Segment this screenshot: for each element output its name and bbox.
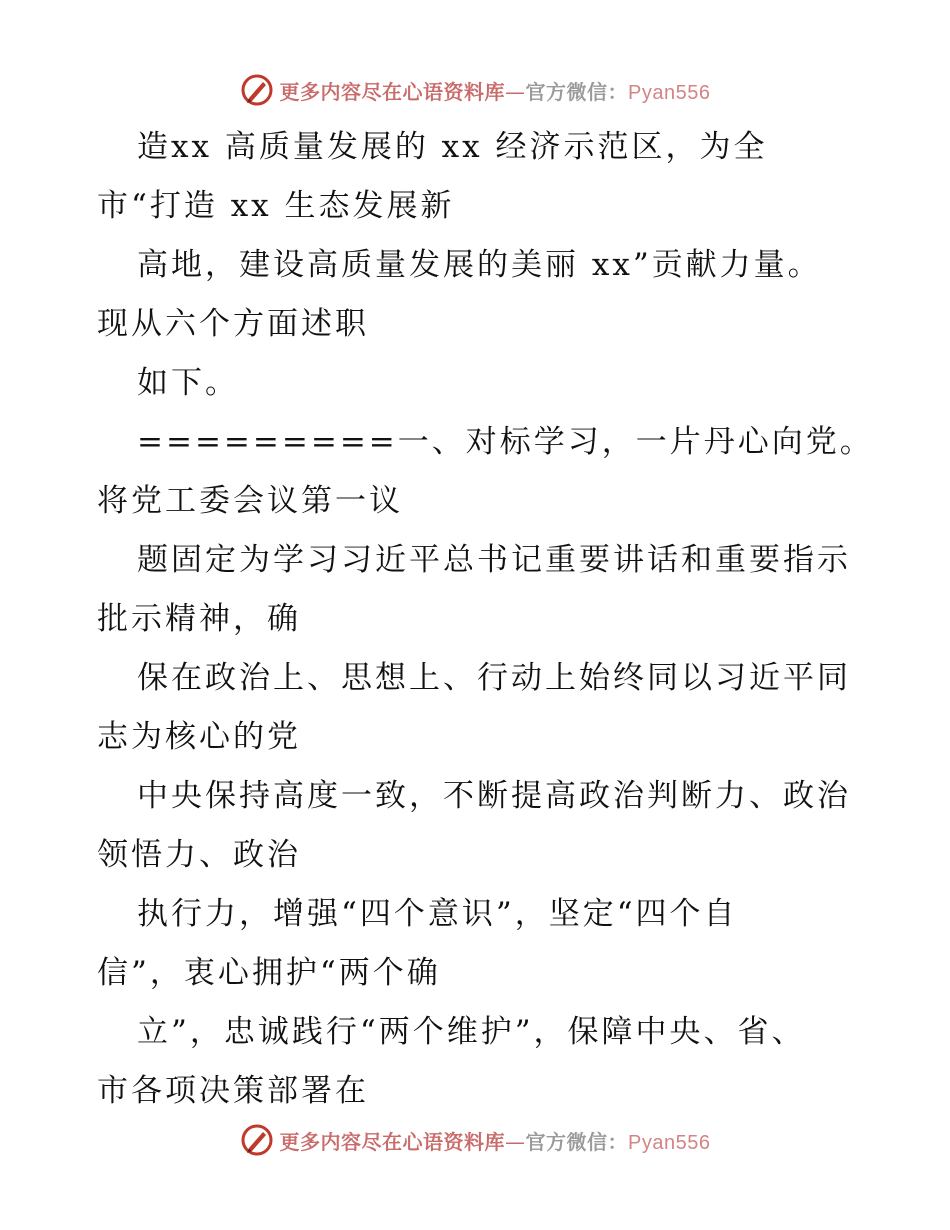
- text-line: 市“打造 xx 生态发展新: [97, 188, 455, 224]
- pen-logo-icon: [240, 73, 274, 107]
- watermark-account: Pyan556: [628, 81, 711, 104]
- text-line: 高地，建设高质量发展的美丽 xx”贡献力量。: [137, 247, 822, 283]
- text-line: 志为核心的党: [97, 719, 301, 755]
- text-line: 现从六个方面述职: [97, 306, 369, 342]
- text-line: 立”，忠诚践行“两个维护”，保障中央、省、: [137, 1014, 806, 1050]
- watermark-label: 官方微信：: [525, 79, 629, 104]
- watermark-prefix: 更多内容尽在心语资料库: [279, 79, 506, 104]
- text-line: 保在政治上、思想上、行动上始终同以习近平同: [137, 660, 851, 696]
- text-line: 领悟力、政治: [97, 837, 301, 873]
- text-line: 市各项决策部署在: [97, 1073, 369, 1109]
- section-heading: =========一、对标学习，一片丹心向党。: [137, 424, 874, 460]
- text-line: 将党工委会议第一议: [97, 483, 403, 519]
- footer-watermark: [0, 1120, 950, 1160]
- watermark-dash: —: [505, 1129, 526, 1154]
- text-line: 造xx 高质量发展的 xx 经济示范区，为全: [137, 129, 768, 165]
- text-line: 如下。: [137, 365, 239, 401]
- text-line: 执行力，增强“四个意识”，坚定“四个自: [137, 896, 738, 932]
- text-line: 信”，衷心拥护“两个确: [97, 955, 441, 991]
- pen-logo-icon: [240, 1123, 274, 1157]
- text-line: 批示精神，确: [97, 601, 301, 637]
- header-watermark: [0, 70, 950, 110]
- watermark-dash: —: [505, 79, 526, 104]
- watermark-label: 官方微信：: [525, 1129, 629, 1154]
- watermark-prefix: 更多内容尽在心语资料库: [279, 1129, 506, 1154]
- text-line: 题固定为学习习近平总书记重要讲话和重要指示: [137, 542, 851, 578]
- text-line: 中央保持高度一致，不断提高政治判断力、政治: [137, 778, 851, 814]
- watermark-account: Pyan556: [628, 1131, 711, 1154]
